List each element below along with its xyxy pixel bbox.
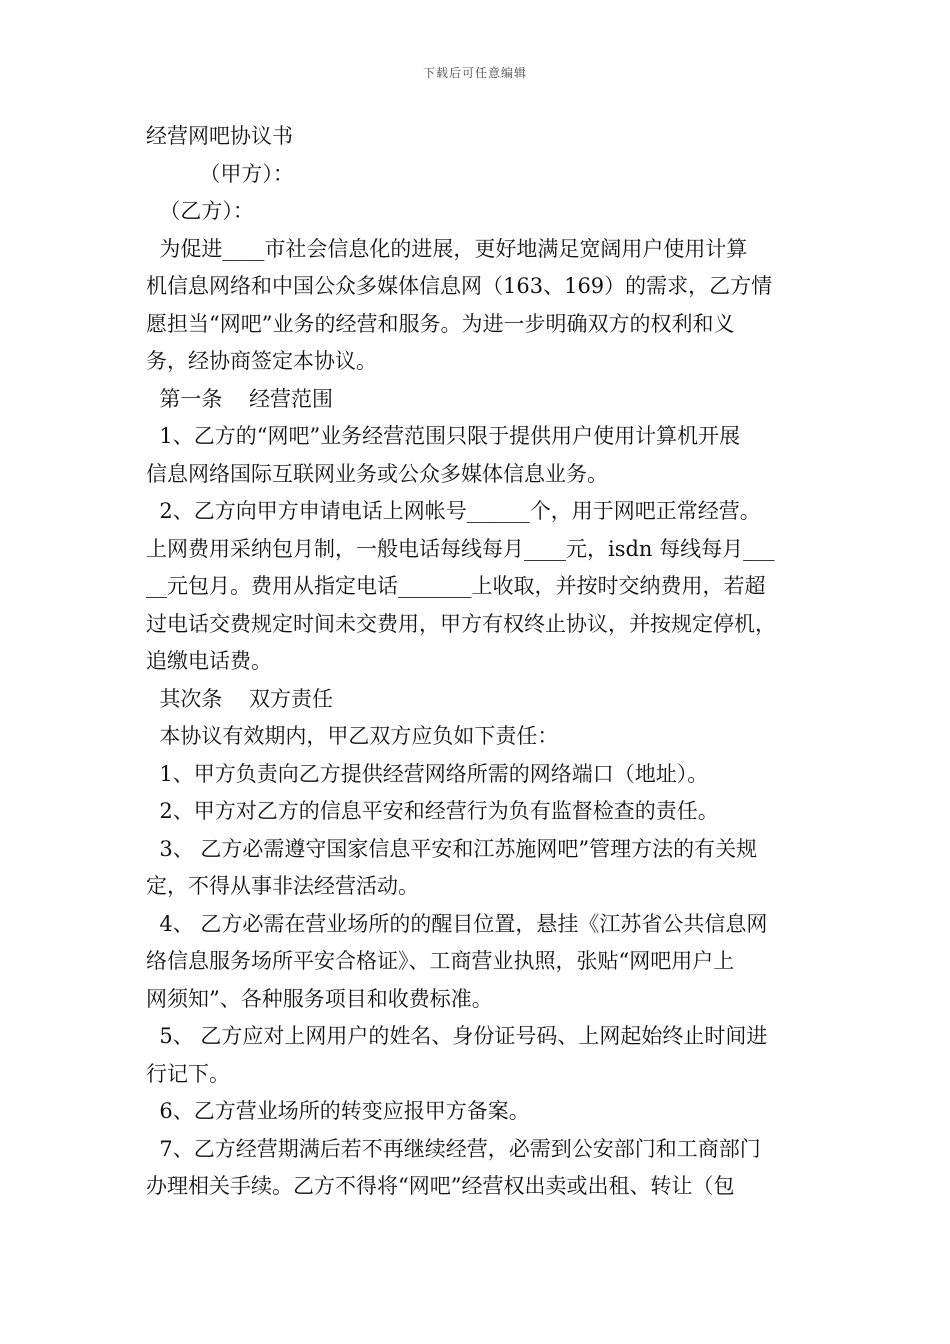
paragraph-line: 7、乙方经营期满后若不再继续经营，必需到公安部门和工商部门 (146, 1136, 761, 1161)
paragraph-line: 信息网络国际互联网业务或公众多媒体信息业务。 (146, 461, 608, 486)
paragraph-line: 为促进____市社会信息化的进展，更好地满足宽阔用户使用计算 (146, 236, 748, 261)
party-a-line: （甲方）： (146, 161, 294, 186)
paragraph-line: 追缴电话费。 (146, 649, 272, 673)
document-title: 经营网吧协议书 (146, 124, 293, 148)
paragraph-line: 上网费用采纳包月制，一般电话每线每月____元，isdn 每线每月___ (146, 536, 775, 561)
section-heading-1: 第一条 经营范围 (146, 386, 334, 411)
paragraph-line: 5、 乙方应对上网用户的姓名、身份证号码、上网起始终止时间进 (146, 1024, 768, 1048)
section-heading-2: 其次条 双方责任 (146, 686, 334, 711)
paragraph-line: 务，经协商签定本协议。 (146, 349, 377, 373)
paragraph-line: 络信息服务场所平安合格证》、工商营业执照，张贴“网吧用户上 (146, 949, 735, 973)
paragraph-line: 2、乙方向甲方申请电话上网帐号______个，用于网吧正常经营。 (146, 499, 761, 523)
paragraph-line: 定，不得从事非法经营活动。 (146, 874, 419, 898)
paragraph-line: 4、 乙方必需在营业场所的的醒目位置，悬挂《江苏省公共信息网 (146, 911, 768, 936)
paragraph-line: 1、乙方的“网吧”业务经营范围只限于提供用户使用计算机开展 (146, 424, 741, 448)
paragraph-line: 1、甲方负责向乙方提供经营网络所需的网络端口（地址）。 (146, 761, 709, 786)
document-body (146, 118, 814, 1206)
party-b-line: （乙方）： (146, 199, 254, 223)
paragraph-line: 网须知”、各种服务项目和收费标准。 (146, 986, 493, 1011)
paragraph-line: 6、乙方营业场所的转变应报甲方备案。 (146, 1099, 530, 1123)
paragraph-line: 2、甲方对乙方的信息平安和经营行为负有监督检查的责任。 (146, 799, 719, 823)
paragraph-line: 过电话交费规定时间未交费用，甲方有权终止协议，并按规定停机， (146, 611, 776, 636)
paragraph-line: 本协议有效期内，甲乙双方应负如下责任： (146, 724, 559, 748)
paragraph-line: 行记下。 (146, 1061, 230, 1086)
paragraph-line: __元包月。费用从指定电话_______上收取，并按时交纳费用，若超 (146, 574, 766, 598)
paragraph-line: 愿担当“网吧”业务的经营和服务。为进一步明确双方的权利和义 (146, 311, 735, 336)
page-header-note: 下载后可任意编辑 (422, 66, 527, 80)
paragraph-line: 办理相关手续。乙方不得将“网吧”经营权出卖或出租、转让（包 (146, 1174, 735, 1198)
paragraph-line: 3、 乙方必需遵守国家信息平安和江苏施网吧”管理方法的有关规 (146, 836, 758, 861)
paragraph-line: 机信息网络和中国公众多媒体信息网（163、169）的需求，乙方情 (146, 274, 773, 298)
